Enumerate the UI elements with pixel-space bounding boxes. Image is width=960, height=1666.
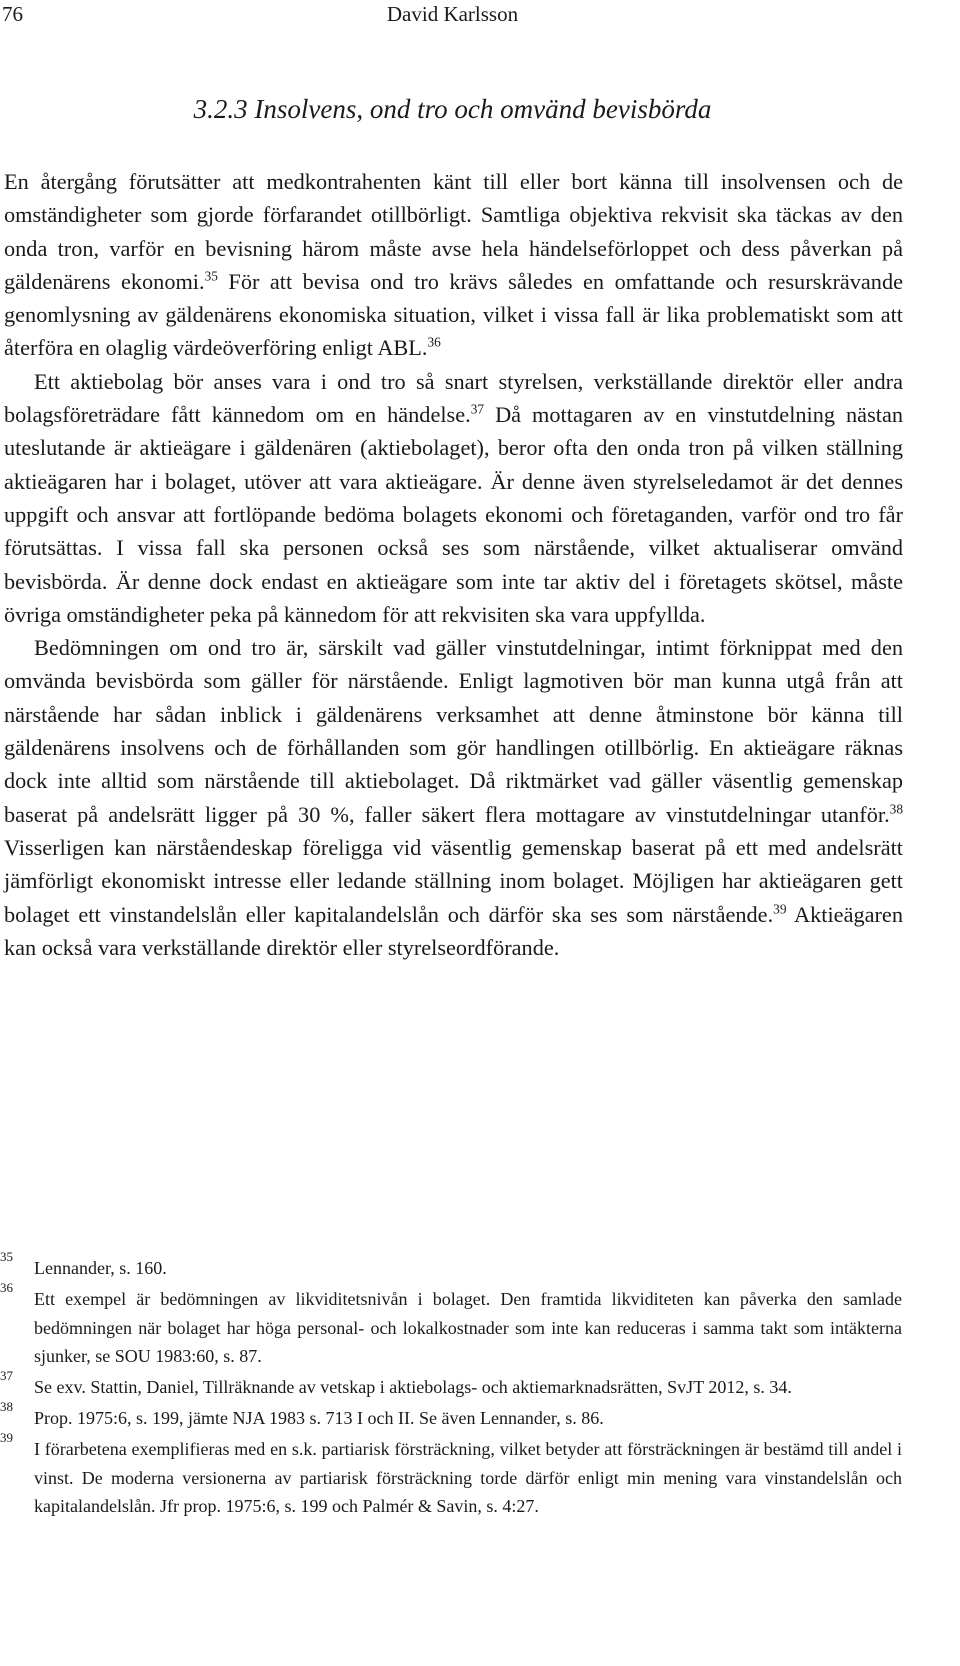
- page-number: 76: [2, 2, 23, 26]
- paragraph-2-text-a: Ett aktiebolag bör anses vara i ond tro så snart styrelsen, verkställande direktör eller andra bolagsföreträdare fått kännedom om en händelse.: [4, 368, 903, 428]
- footnote-ref-38: 38: [889, 801, 903, 817]
- footnote-number: 37: [0, 1368, 13, 1384]
- footnote-36: [0, 1279, 902, 1371]
- footnote-ref-36: 36: [427, 335, 441, 351]
- footnote-number: 39: [0, 1429, 13, 1445]
- footnote-text: Se exv. Stattin, Daniel, Tillräknande av vetskap i aktiebolags- och aktiemarknadsrätten, SvJT 2012, s. 34.: [34, 1377, 792, 1398]
- body-text: [4, 165, 903, 964]
- footnote-ref-35: 35: [204, 268, 218, 284]
- paragraph-3-text-c: Aktieägaren kan också vara verkställande direktör eller styrelseordförande.: [4, 901, 903, 960]
- paragraph-1-text-b: För att bevisa ond tro krävs således en omfattande och resurskrävande genomlysning av gäldenärens ekonomiska situation, vilket i vissa fall är lika problematiskt som att återföra en olaglig värdeöverföring enligt ABL.: [4, 268, 903, 361]
- paragraph-1: [4, 165, 903, 365]
- footnote-number: 35: [0, 1249, 13, 1264]
- footnote-text: I förarbetena exemplifieras med en s.k. partiarisk försträckning, vilket betyder att försträckningen är bestämd till andel i vinst. De moderna versionerna av partiarisk försträckning torde därför enligt min mening vara vinstandelslån och kapitalandelslån. Jfr prop. 1975:6, s. 199 och Palmér & Savin, s. 4:27.: [34, 1438, 902, 1517]
- section-heading: 3.2.3 Insolvens, ond tro och omvänd bevisbörda: [193, 94, 712, 124]
- footnote-38: [0, 1398, 902, 1433]
- footnote-37: [0, 1368, 902, 1402]
- paragraph-3-text-a: Bedömningen om ond tro är, särskilt vad gäller vinstutdelningar, intimt förknippat med den omvända bevisbörda som gäller för närstående. Enligt lagmotiven bör man kunna utgå från att närstående har sådan inblick i gäldenärens verksamhet att denne åtminstone bör känna till gäldenärens insolvens och de förhållanden som gör handlingen otillbörlig. En aktieägare räknas dock inte alltid som närstående till aktiebolaget. Då riktmärket vad gäller väsentlig gemenskap baserat på andelsrätt ligger på 30 %, faller säkert flera mottagare av vinstutdelningar utanför.: [4, 635, 903, 827]
- footnote-text: Ett exempel är bedömningen av likviditetsnivån i bolaget. Den framtida likviditeten kan påverka den samlade bedömningen när bolaget har höga personal- och lokalkostnader som inte kan reduceras i samma takt som intäkterna sjunker, se SOU 1983:60, s. 87.: [34, 1288, 902, 1367]
- page-header: [0, 2, 905, 32]
- footnote-35: [0, 1249, 902, 1283]
- footnote-39: [0, 1429, 902, 1521]
- footnote-number: 38: [0, 1398, 13, 1414]
- footnote-ref-37: 37: [470, 401, 485, 417]
- running-head-author: David Karlsson: [386, 2, 519, 26]
- footnote-ref-39: 39: [773, 901, 787, 917]
- paragraph-2-text-b: Då mottagaren av en vinstutdelning nästan uteslutande är aktieägare i gäldenären (aktiebolaget), beror ofta den onda tron på vilken ställning aktieägaren har i bolaget, utöver att vara aktieägare. Är denne även styrelseledamot är det dennes uppgift och ansvar att fortlöpande bedöma bolagets ekonomi och företaganden, varför ond tro får förutsättas. I vissa fall ska personen också ses som närstående, vilket aktualiserar omvänd bevisbörda. Är denne dock endast en aktieägare som inte tar aktiv del i företagets skötsel, måste övriga omständigheter peka på kännedom för att rekvisiten ska vara uppfyllda.: [4, 402, 903, 627]
- footnote-number: 36: [0, 1279, 13, 1295]
- footnote-text: Prop. 1975:6, s. 199, jämte NJA 1983 s. 713 I och II. Se även Lennander, s. 86.: [34, 1407, 604, 1428]
- paragraph-1-text-a: En återgång förutsätter att medkontrahenten känt till eller bort känna till insolvensen och de omständigheter som gjorde förfarandet otillbörligt. Samtliga objektiva rekvisit ska täckas av den onda tron, varför en bevisning härom måste avse hela händelseförloppet och dess påverkan på gäldenärens ekonomi.: [4, 169, 903, 294]
- footnote-text: Lennander, s. 160.: [34, 1258, 167, 1278]
- footnotes: [0, 1249, 902, 1523]
- paragraph-2: [4, 365, 903, 631]
- paragraph-3-text-b: Visserligen kan närståendeskap föreligga vid väsentlig gemenskap baserat på ett med andelsrätt jämförligt ekonomiskt intresse eller ledande ställning inom bolaget. Möjligen har aktieägaren gett bolaget ett vinstandelslån eller kapitalandelslån och därför ska ses som närstående.: [4, 834, 903, 927]
- paragraph-3: [4, 631, 903, 964]
